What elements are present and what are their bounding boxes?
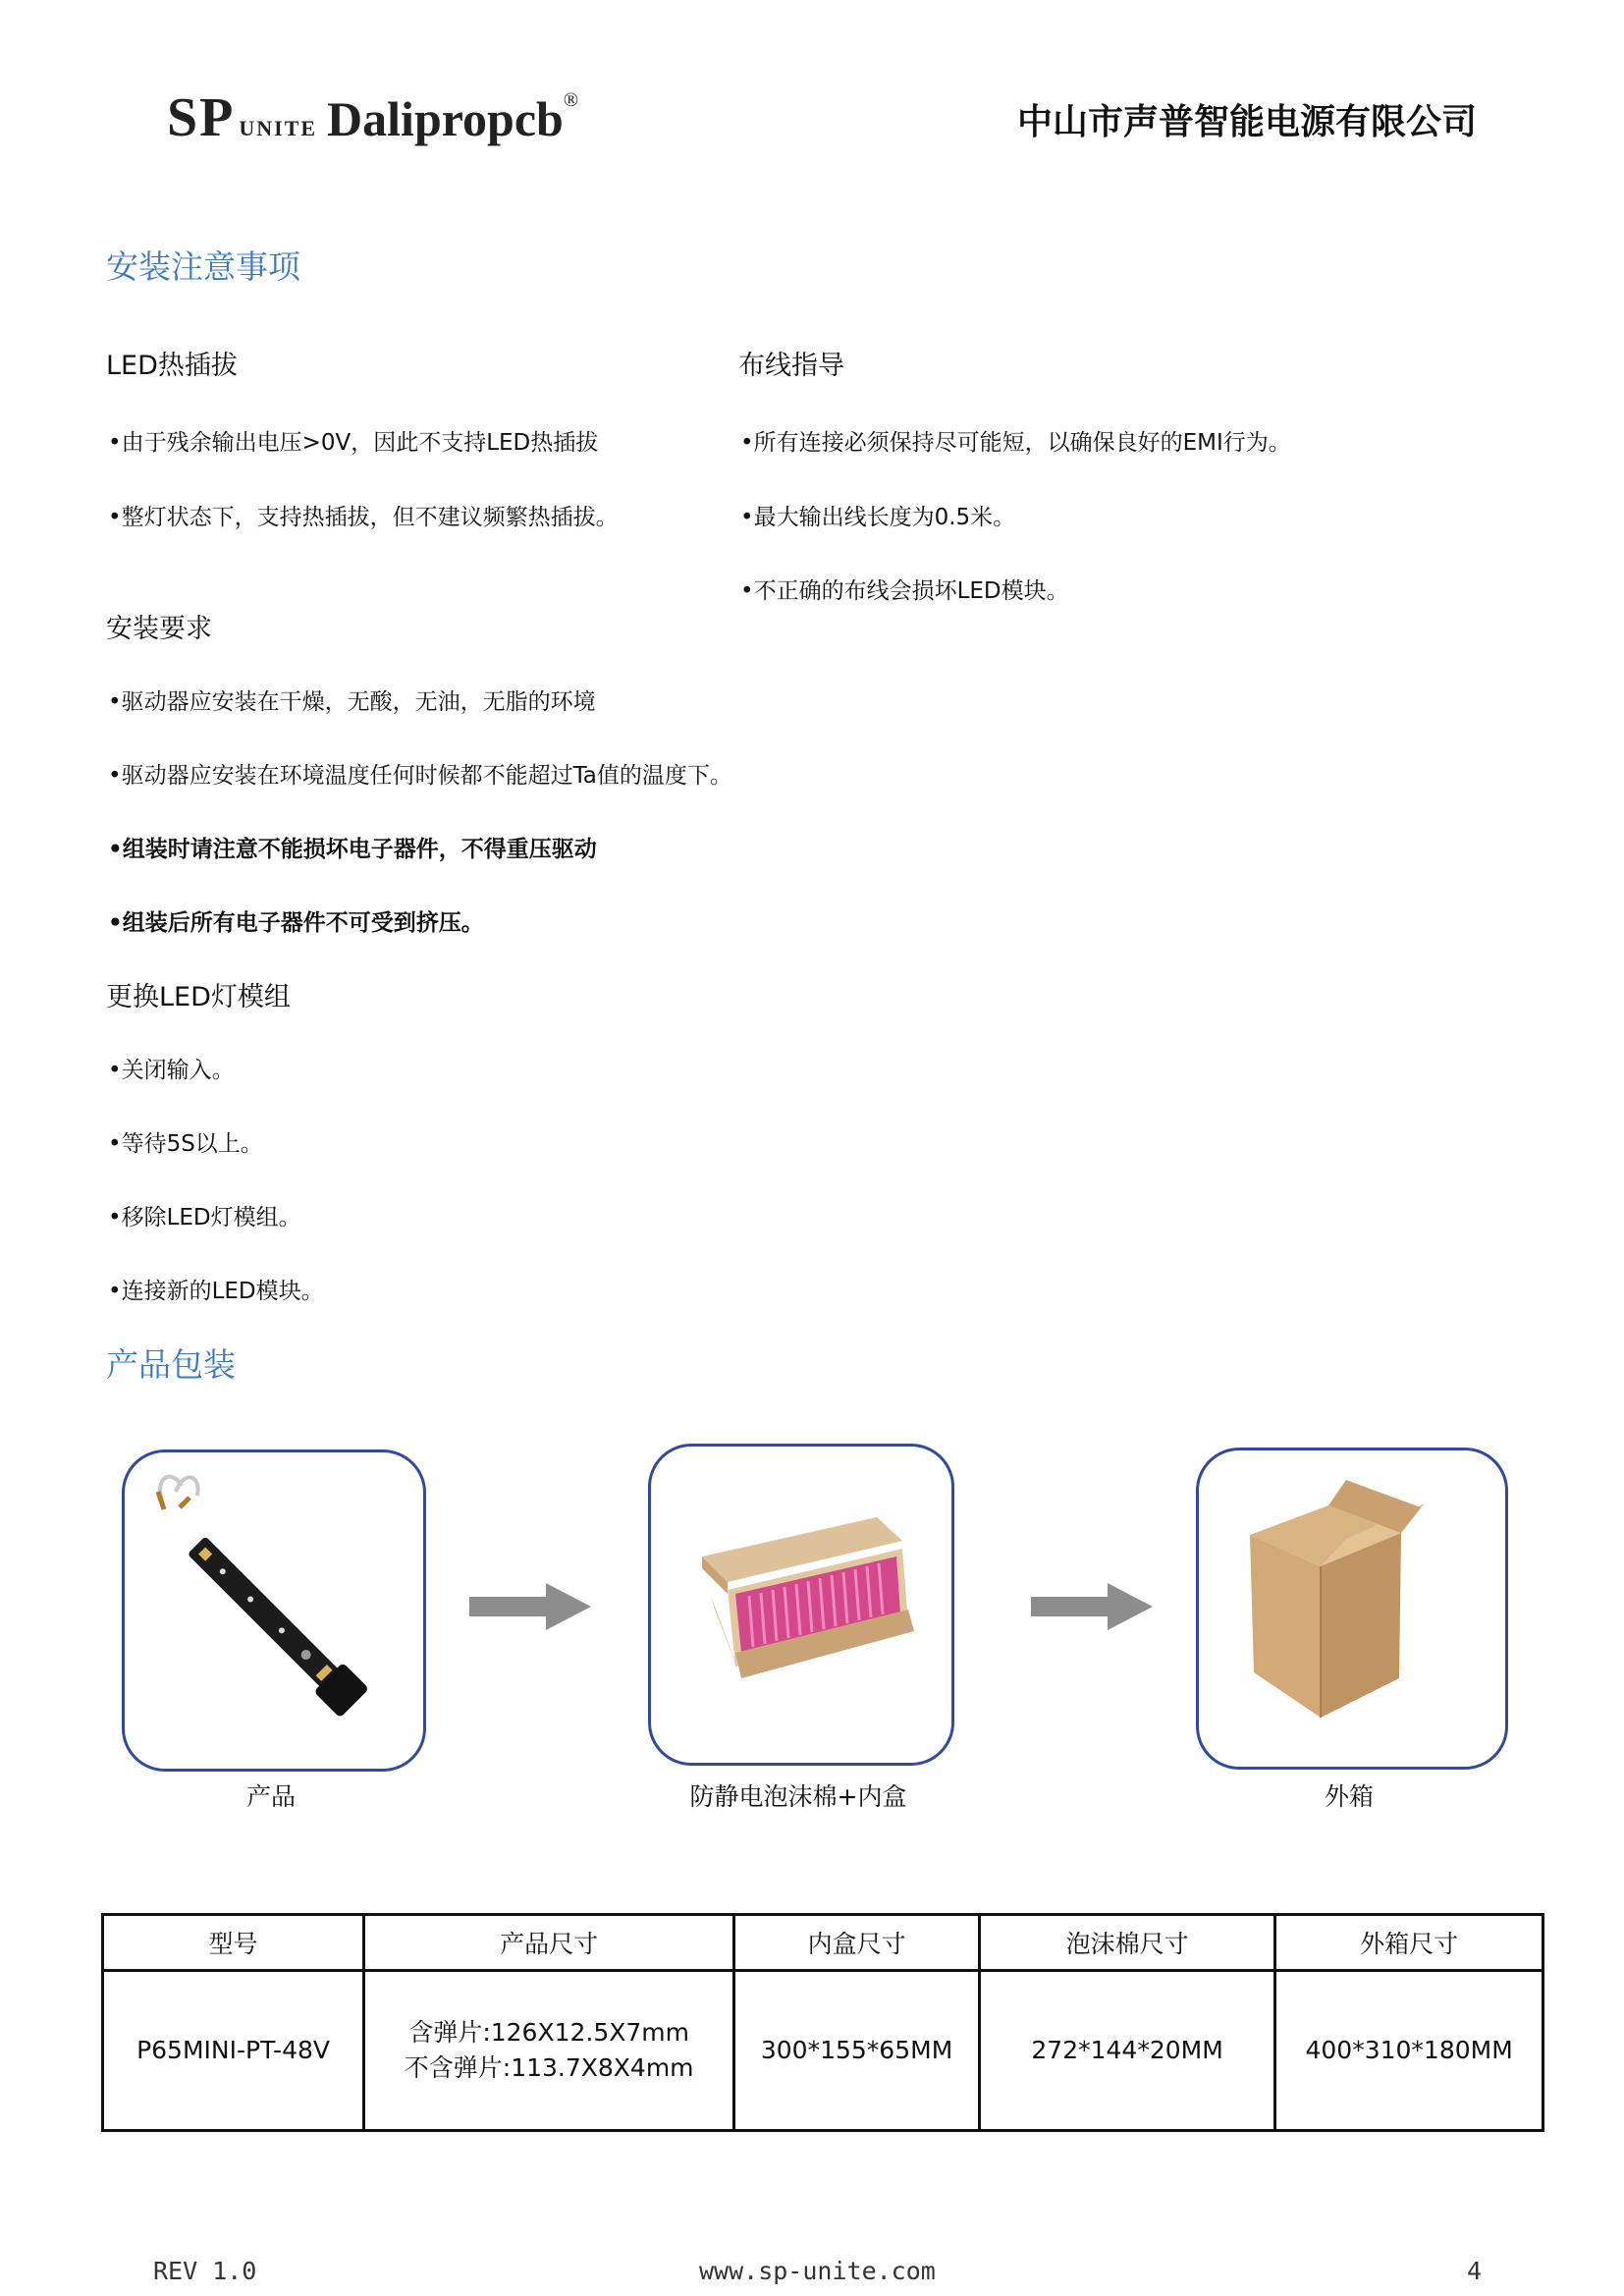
footer-revision: REV 1.0	[153, 2257, 257, 2285]
carton-image-card	[1196, 1448, 1508, 1770]
pcb-board-icon	[125, 1452, 423, 1769]
replace-item-2: •等待5S以上。	[108, 1131, 263, 1157]
packaging-section-title: 产品包装	[106, 1345, 236, 1384]
logo-sp: SP	[167, 87, 236, 148]
cell-product-size	[364, 1971, 734, 2131]
foam-inner-box-icon	[651, 1447, 951, 1763]
hotplug-item-2: •整灯状态下，支持热插拔，但不建议频繁热插拔。	[108, 505, 619, 530]
replace-item-1: •关闭输入。	[108, 1058, 235, 1083]
requirements-title: 安装要求	[106, 614, 212, 644]
caption-product: 产品	[245, 1782, 296, 1811]
caption-carton: 外箱	[1324, 1782, 1374, 1811]
requirements-item-1: •驱动器应安装在干燥，无酸，无油，无脂的环境	[108, 689, 596, 715]
hotplug-title: LED热插拔	[106, 351, 238, 381]
cell-model: P65MINI-PT-48V	[103, 1971, 364, 2131]
header-model: 型号	[103, 1915, 364, 1971]
logo-brand: Dalipropcb	[327, 91, 564, 146]
requirements-item-3: •组装时请注意不能损坏电子器件，不得重压驱动	[108, 837, 597, 862]
logo-unite: UNITE	[239, 116, 318, 140]
spec-table	[101, 1913, 1544, 2132]
footer-page-number: 4	[1467, 2257, 1483, 2285]
cell-foam-size: 272*144*20MM	[979, 1971, 1274, 2131]
product-image-card	[122, 1449, 426, 1772]
header-product-size: 产品尺寸	[364, 1915, 734, 1971]
wiring-item-3: •不正确的布线会损坏LED模块。	[740, 578, 1069, 604]
product-size-without-spring: 不含弹片:113.7X8X4mm	[404, 2053, 694, 2082]
requirements-item-2: •驱动器应安装在环境温度任何时候都不能超过Ta值的温度下。	[108, 763, 732, 789]
hotplug-item-1: •由于残余输出电压>0V，因此不支持LED热插拔	[108, 430, 599, 456]
right-arrow-icon-2	[1031, 1583, 1153, 1630]
requirements-item-4: •组装后所有电子器件不可受到挤压。	[108, 910, 484, 936]
wiring-title: 布线指导	[738, 351, 844, 381]
inner-box-image-card	[648, 1444, 954, 1766]
caption-inner-box: 防静电泡沫棉+内盒	[689, 1782, 907, 1811]
cell-outer-box-size: 400*310*180MM	[1275, 1971, 1543, 2131]
wiring-item-1: •所有连接必须保持尽可能短，以确保良好的EMI行为。	[740, 430, 1291, 456]
cell-inner-box-size: 300*155*65MM	[734, 1971, 980, 2131]
company-name: 中山市声普智能电源有限公司	[1016, 102, 1477, 142]
footer-url: www.sp-unite.com	[699, 2257, 936, 2285]
header-foam-size: 泡沫棉尺寸	[979, 1915, 1274, 1971]
header-outer-box-size: 外箱尺寸	[1275, 1915, 1543, 1971]
logo-registered-mark: ®	[563, 89, 579, 111]
replace-item-3: •移除LED灯模组。	[108, 1205, 301, 1230]
product-size-with-spring: 含弹片:126X12.5X7mm	[408, 2018, 689, 2047]
right-arrow-icon	[469, 1583, 591, 1630]
header-inner-box-size: 内盒尺寸	[734, 1915, 980, 1971]
brand-logo	[167, 86, 578, 149]
table-header-row	[103, 1915, 1543, 1971]
replace-title: 更换LED灯模组	[106, 982, 291, 1012]
wiring-item-2: •最大输出线长度为0.5米。	[740, 505, 1016, 530]
carton-box-icon	[1199, 1450, 1505, 1767]
replace-item-4: •连接新的LED模块。	[108, 1279, 324, 1304]
install-section-title: 安装注意事项	[106, 247, 300, 286]
table-row	[103, 1971, 1543, 2131]
